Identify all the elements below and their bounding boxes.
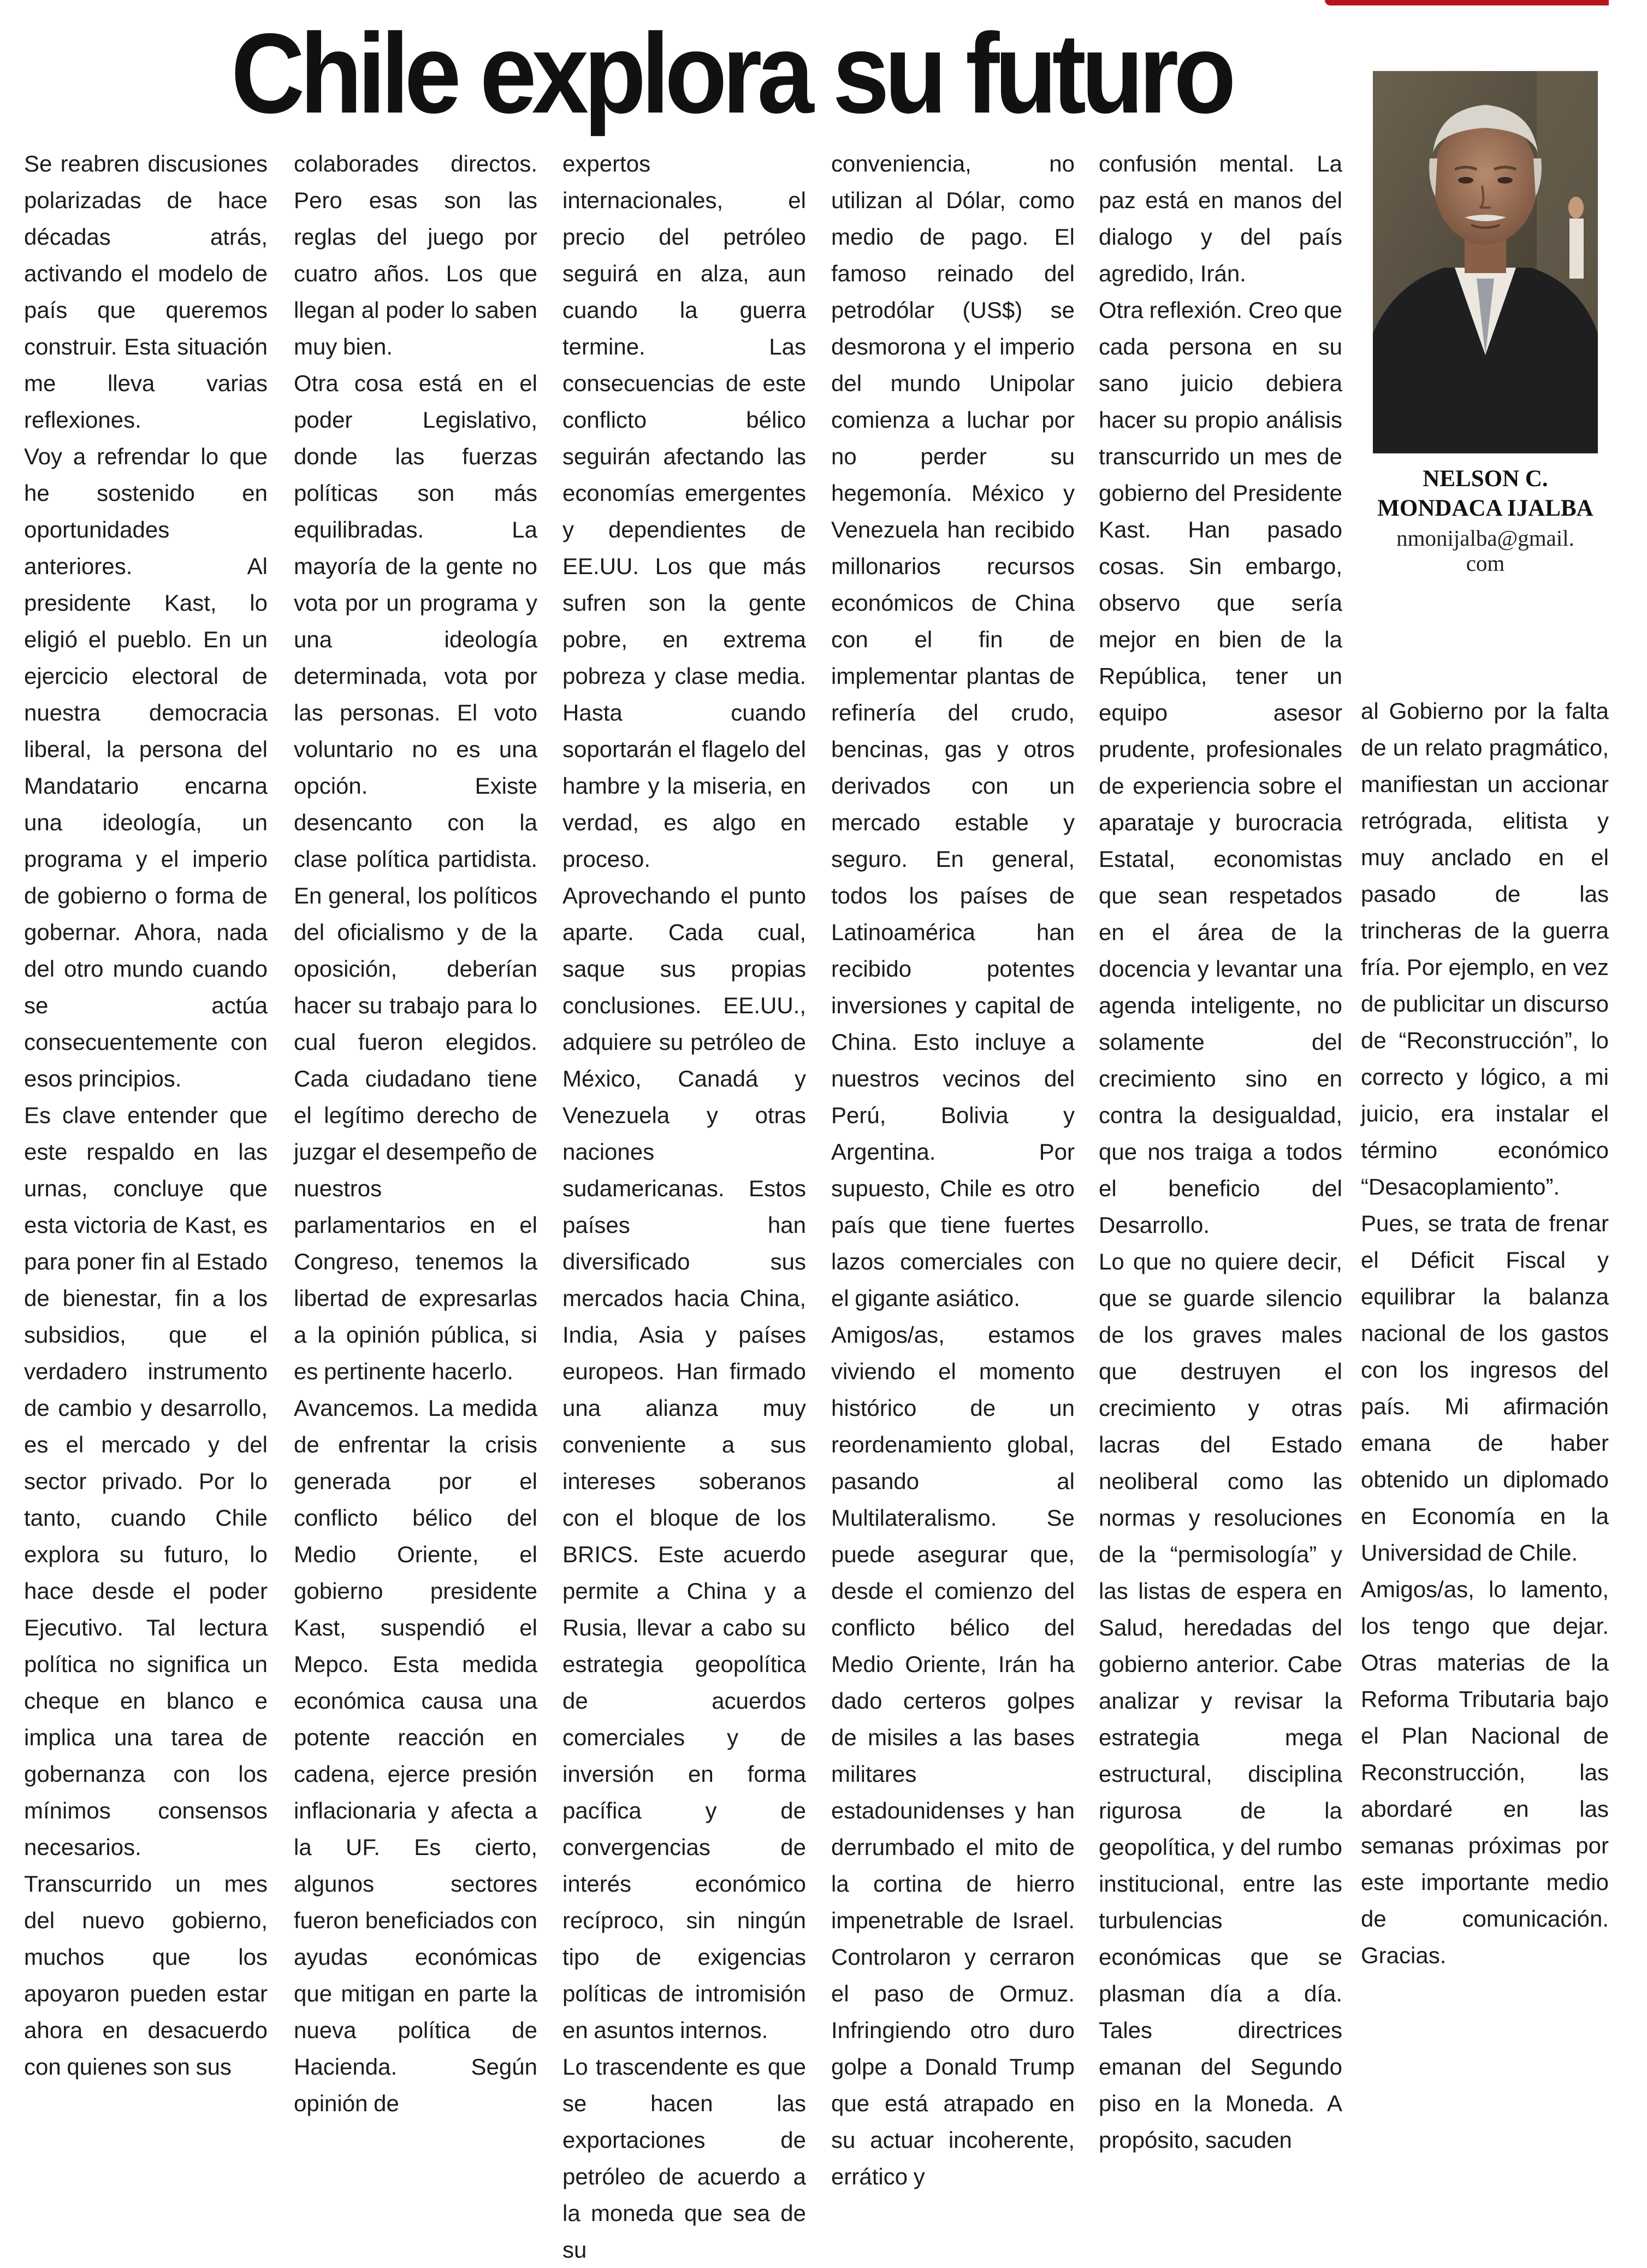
paragraph: Amigos/as, estamos viviendo el momento histórico de un reordenamiento global, pasando al Multilateralismo. Se puede asegurar que, desde el comienzo del conflicto bélico del Medio Oriente, Irán ha dado certeros golpes de misiles a las bases militares estadounidenses y han derrumbado el mito de la cortina de hierro impenetrable de Israel. Controlaron y cerraron el paso de Ormuz. Infringiendo otro duro golpe a Donald Trump que está atrapado en su actuar incoherente, errático y: [831, 1322, 1075, 2189]
article-headline: Chile explora su futuro: [231, 10, 1231, 137]
author-photo: [1373, 71, 1598, 453]
paragraph: colaborades directos. Pero esas son las reglas del juego por cuatro años. Los que llegan al poder lo saben muy bien.: [294, 151, 537, 359]
paragraph: Lo que no quiere decir, que se guarde silencio de los graves males que destruyen el crecimiento y otras lacras del Estado neoliberal como las normas y resoluciones de la “permisología” y las listas de espera en Salud, heredadas del gobierno anterior. Cabe analizar y revisar la estrategia mega estructural, disciplina rigurosa de la geopolítica, y del rumbo institucional, entre las turbulencias económicas que se plasman día a día. Tales directrices emanan del Segundo piso en la Moneda. A propósito, sacuden: [1099, 1249, 1342, 2153]
article-column-5: [1099, 145, 1342, 2158]
paragraph: Se reabren discusiones polarizadas de hace décadas atrás, activando el modelo de país que queremos construir. Esta situación me lleva varias reflexiones.: [24, 151, 268, 433]
paragraph: al Gobierno por la falta de un relato pragmático, manifiestan un accionar retrógrada, elitista y muy anclado en el pasado de las trincheras de la guerra fría. Por ejemplo, en vez de publicitar un discurso de “Reconstrucción”, lo correcto y lógico, a mi juicio, era instalar el término económico “Desacoplamiento”. Pues, se trata de frenar el Déficit Fiscal y equilibrar la balanza nacional de los gastos con los ingresos del país. Mi afirmación emana de haber obtenido un diplomado en Economía en la Universidad de Chile.: [1361, 698, 1609, 1566]
author-name-line-1: NELSON C.: [1423, 466, 1548, 492]
paragraph: expertos internacionales, el precio del petróleo seguirá en alza, aun cuando la guerra termine. Las consecuencias de este conflicto bélico seguirán afectando las economías emergentes y dependientes de EE.UU. Los que más sufren son la gente pobre, en extrema pobreza y clase media. Hasta cuando soportarán el flagelo del hambre y la miseria, en verdad, es algo en proceso.: [562, 151, 806, 872]
decorative-red-bar: [1325, 0, 1609, 5]
paragraph: Otra reflexión. Creo que cada persona en su sano juicio debiera hacer su propio análisis transcurrido un mes de gobierno del Presidente Kast. Han pasado cosas. Sin embargo, observo que sería mejor en bien de la República, tener un equipo asesor prudente, profesionales de experiencia sobre el aparataje y burocracia Estatal, economistas que sean respetados en el área de la docencia y levantar una agenda inteligente, no solamente del crecimiento sino en contra la desigualdad, que nos traiga a todos el beneficio del Desarrollo.: [1099, 297, 1342, 1238]
article-column-1: [24, 145, 268, 2085]
paragraph: Otra cosa está en el poder Legislativo, donde las fuerzas políticas son más equilibradas. La mayoría de la gente no vota por un programa y una ideología determinada, vota por las personas. El voto voluntario no es una opción. Existe desencanto con la clase política partidista. En general, los políticos del oficialismo y de la oposición, deberían hacer su trabajo para lo cual fueron elegidos. Cada ciudadano tiene el legítimo derecho de juzgar el desempeño de nuestros parlamentarios en el Congreso, tenemos la libertad de expresarlas a la opinión pública, si es pertinente hacerlo.: [294, 370, 537, 1384]
article-column-4: [831, 145, 1075, 2195]
paragraph: Amigos/as, lo lamento, los tengo que dejar. Otras materias de la Reforma Tributaria bajo el Plan Nacional de Reconstrucción, las abordaré en las semanas próximas por este importante medio de comunicación. Gracias.: [1361, 1576, 1609, 1968]
paragraph: Aprovechando el punto aparte. Cada cual, saque sus propias conclusiones. EE.UU., adquiere su petróleo de México, Canadá y Venezuela y otras naciones sudamericanas. Estos países han diversificado sus mercados hacia China, India, Asia y países europeos. Han firmado una alianza muy conveniente a sus intereses soberanos con el bloque de los BRICS. Este acuerdo permite a China y a Rusia, llevar a cabo su estrategia geopolítica de acuerdos comerciales y de inversión en forma pacífica y de convergencias de interés económico recíproco, sin ningún tipo de exigencias políticas de intromisión en asuntos internos.: [562, 883, 806, 2043]
paragraph: Lo trascendente es que se hacen las exportaciones de petróleo de acuerdo a la moneda que sea de su: [562, 2054, 806, 2263]
author-byline: [1354, 464, 1616, 576]
paragraph: confusión mental. La paz está en manos del dialogo y del país agredido, Irán.: [1099, 151, 1342, 286]
article-column-6: [1361, 693, 1609, 1974]
author-email-line-1: nmonijalba@gmail.: [1396, 525, 1574, 551]
paragraph: Avancemos. La medida de enfrentar la crisis generada por el conflicto bélico del Medio Oriente, el gobierno presidente Kast, suspendió el Mepco. Esta medida económica causa una potente reacción en cadena, ejerce presión inflacionaria y afecta a la UF. Es cierto, algunos sectores fueron beneficiados con ayudas económicas que mitigan en parte la nueva política de Hacienda. Según opinión de: [294, 1395, 537, 2116]
article-column-2: [294, 145, 537, 2122]
paragraph: Voy a refrendar lo que he sostenido en oportunidades anteriores. Al presidente Kast, lo eligió el pueblo. En un ejercicio electoral de nuestra democracia liberal, la persona del Mandatario encarna una ideología, un programa y el imperio de gobierno o forma de gobernar. Ahora, nada del otro mundo cuando se actúa consecuentemente con esos principios.: [24, 444, 268, 1091]
author-email-line-2: com: [1466, 551, 1505, 576]
article-column-3: [562, 145, 806, 2268]
author-portrait-illustration: [1373, 71, 1598, 453]
paragraph: Es clave entender que este respaldo en las urnas, concluye que esta victoria de Kast, es para poner fin al Estado de bienestar, fin a los subsidios, que el verdadero instrumento de cambio y desarrollo, es el mercado y del sector privado. Por lo tanto, cuando Chile explora su futuro, lo hace desde el poder Ejecutivo. Tal lectura política no significa un cheque en blanco e implica una tarea de gobernanza con los mínimos consensos necesarios.: [24, 1102, 268, 1860]
paragraph: conveniencia, no utilizan al Dólar, como medio de pago. El famoso reinado del petrodólar (US$) se desmorona y el imperio del mundo Unipolar comienza a luchar por no perder su hegemonía. México y Venezuela han recibido millonarios recursos económicos de China con el fin de implementar plantas de refinería del crudo, bencinas, gas y otros derivados con un mercado estable y seguro. En general, todos los países de Latinoamérica han recibido potentes inversiones y capital de China. Esto incluye a nuestros vecinos del Perú, Bolivia y Argentina. Por supuesto, Chile es otro país que tiene fuertes lazos comerciales con el gigante asiático.: [831, 151, 1075, 1311]
paragraph: Transcurrido un mes del nuevo gobierno, muchos que los apoyaron pueden estar ahora en desacuerdo con quienes son sus: [24, 1871, 268, 2080]
author-name-line-2: MONDACA IJALBA: [1377, 495, 1593, 521]
